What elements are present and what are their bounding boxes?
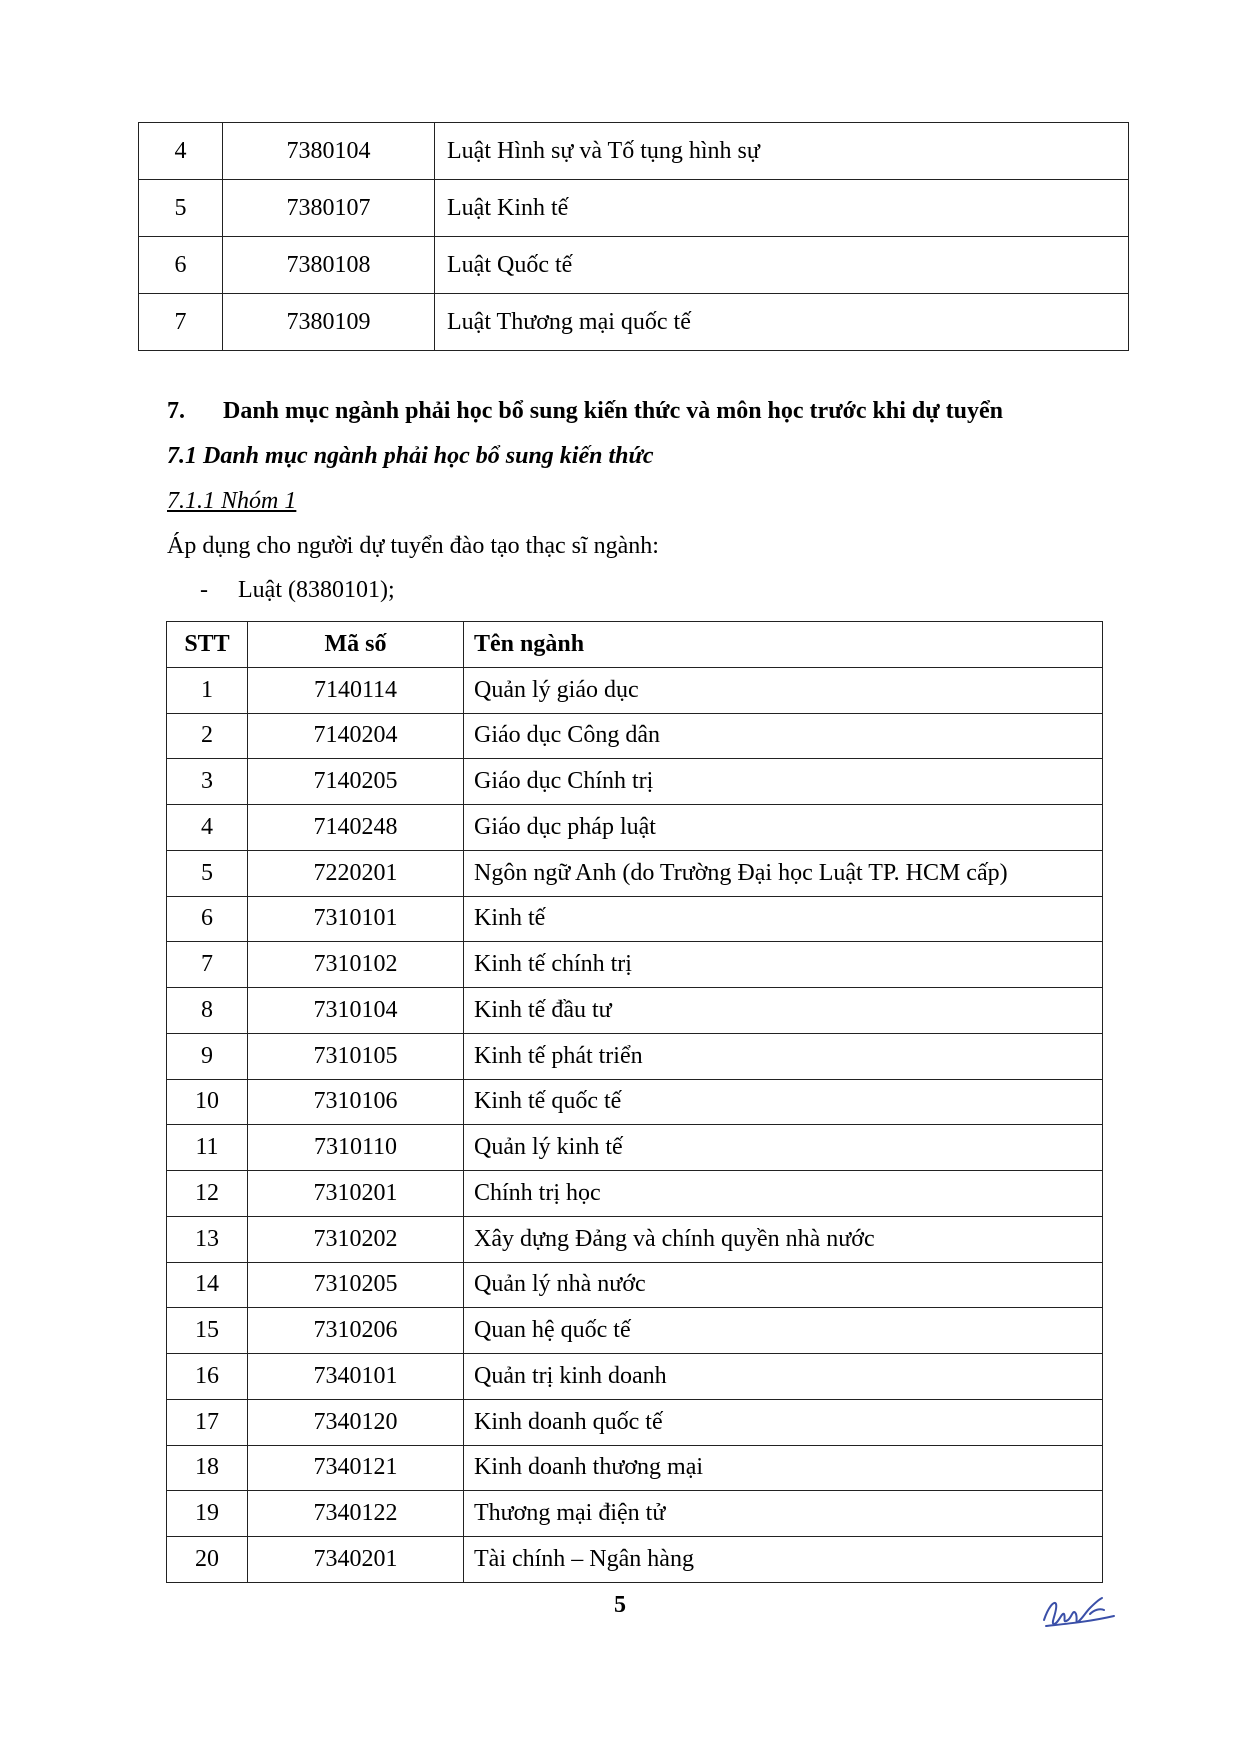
cell-stt: 7 — [139, 294, 223, 351]
cell-stt: 18 — [167, 1445, 248, 1491]
group-heading: 7.1.1 Nhóm 1 — [167, 488, 297, 514]
cell-name: Quản lý nhà nước — [464, 1262, 1103, 1308]
table-row — [139, 180, 1129, 237]
supplementary-majors-table — [166, 621, 1103, 1583]
cell-stt: 11 — [167, 1125, 248, 1171]
table-row — [167, 1216, 1103, 1262]
table-row — [167, 896, 1103, 942]
top-table-body — [139, 123, 1129, 351]
cell-code: 7310205 — [248, 1262, 464, 1308]
cell-stt: 6 — [167, 896, 248, 942]
cell-code: 7340120 — [248, 1399, 464, 1445]
cell-name: Kinh tế — [464, 896, 1103, 942]
cell-name: Quản trị kinh doanh — [464, 1354, 1103, 1400]
cell-stt: 16 — [167, 1354, 248, 1400]
table-row — [139, 237, 1129, 294]
cell-stt: 1 — [167, 667, 248, 713]
cell-name: Tài chính – Ngân hàng — [464, 1537, 1103, 1583]
cell-stt: 7 — [167, 942, 248, 988]
bullet-text: Luật (8380101); — [238, 577, 395, 603]
bullet-dash: - — [200, 577, 208, 603]
table-row — [139, 294, 1129, 351]
cell-name: Kinh tế quốc tế — [464, 1079, 1103, 1125]
table-row — [167, 1491, 1103, 1537]
table-row — [167, 1262, 1103, 1308]
cell-code: 7340101 — [248, 1354, 464, 1400]
main-table-body — [167, 667, 1103, 1582]
cell-code: 7140204 — [248, 713, 464, 759]
table-row — [167, 667, 1103, 713]
table-row — [167, 1079, 1103, 1125]
table-row — [167, 1445, 1103, 1491]
table-row — [167, 1354, 1103, 1400]
header-name: Tên ngành — [464, 622, 1103, 668]
cell-name: Luật Hình sự và Tố tụng hình sự — [435, 123, 1129, 180]
top-majors-table — [138, 122, 1129, 351]
cell-code: 7310206 — [248, 1308, 464, 1354]
cell-code: 7310101 — [248, 896, 464, 942]
cell-name: Luật Thương mại quốc tế — [435, 294, 1129, 351]
cell-stt: 6 — [139, 237, 223, 294]
cell-stt: 5 — [167, 850, 248, 896]
cell-code: 7310202 — [248, 1216, 464, 1262]
cell-name: Giáo dục Công dân — [464, 713, 1103, 759]
table-row — [167, 1537, 1103, 1583]
cell-code: 7140248 — [248, 805, 464, 851]
cell-code: 7310105 — [248, 1033, 464, 1079]
cell-name: Kinh tế phát triển — [464, 1033, 1103, 1079]
cell-stt: 14 — [167, 1262, 248, 1308]
cell-code: 7310102 — [248, 942, 464, 988]
cell-name: Giáo dục pháp luật — [464, 805, 1103, 851]
cell-code: 7310110 — [248, 1125, 464, 1171]
table-row — [167, 759, 1103, 805]
table-row — [167, 1308, 1103, 1354]
cell-stt: 9 — [167, 1033, 248, 1079]
cell-name: Chính trị học — [464, 1171, 1103, 1217]
cell-stt: 10 — [167, 1079, 248, 1125]
apply-paragraph: Áp dụng cho người dự tuyển đào tạo thạc sĩ ngành: — [167, 533, 659, 559]
section-heading — [167, 398, 1003, 425]
table-row — [167, 1399, 1103, 1445]
table-row — [167, 942, 1103, 988]
cell-code: 7310201 — [248, 1171, 464, 1217]
cell-stt: 2 — [167, 713, 248, 759]
cell-code: 7140114 — [248, 667, 464, 713]
cell-code: 7340122 — [248, 1491, 464, 1537]
cell-stt: 8 — [167, 988, 248, 1034]
cell-name: Luật Quốc tế — [435, 237, 1129, 294]
table-row — [167, 1033, 1103, 1079]
cell-code: 7340121 — [248, 1445, 464, 1491]
cell-code: 7380109 — [223, 294, 435, 351]
table-row — [167, 713, 1103, 759]
cell-stt: 12 — [167, 1171, 248, 1217]
signature-icon — [1040, 1590, 1118, 1632]
cell-code: 7340201 — [248, 1537, 464, 1583]
cell-name: Quản lý giáo dục — [464, 667, 1103, 713]
cell-code: 7380107 — [223, 180, 435, 237]
header-code: Mã số — [248, 622, 464, 668]
cell-name: Kinh tế chính trị — [464, 942, 1103, 988]
cell-name: Giáo dục Chính trị — [464, 759, 1103, 805]
cell-name: Xây dựng Đảng và chính quyền nhà nước — [464, 1216, 1103, 1262]
table-row — [167, 1171, 1103, 1217]
cell-stt: 3 — [167, 759, 248, 805]
cell-code: 7220201 — [248, 850, 464, 896]
table-header-row — [167, 622, 1103, 668]
cell-stt: 20 — [167, 1537, 248, 1583]
cell-stt: 17 — [167, 1399, 248, 1445]
cell-stt: 4 — [167, 805, 248, 851]
page-number: 5 — [614, 1592, 626, 1618]
cell-name: Kinh tế đầu tư — [464, 988, 1103, 1034]
cell-name: Kinh doanh quốc tế — [464, 1399, 1103, 1445]
subsection-heading: 7.1 Danh mục ngành phải học bổ sung kiến thức — [167, 443, 654, 469]
cell-name: Thương mại điện tử — [464, 1491, 1103, 1537]
cell-stt: 15 — [167, 1308, 248, 1354]
table-row — [167, 805, 1103, 851]
cell-name: Quan hệ quốc tế — [464, 1308, 1103, 1354]
cell-stt: 5 — [139, 180, 223, 237]
table-row — [139, 123, 1129, 180]
cell-name: Luật Kinh tế — [435, 180, 1129, 237]
cell-code: 7380108 — [223, 237, 435, 294]
cell-name: Ngôn ngữ Anh (do Trường Đại học Luật TP. HCM cấp) — [464, 850, 1103, 896]
header-stt: STT — [167, 622, 248, 668]
cell-stt: 19 — [167, 1491, 248, 1537]
bullet-item — [200, 577, 395, 604]
cell-stt: 13 — [167, 1216, 248, 1262]
section-number: 7. — [167, 398, 185, 424]
cell-code: 7380104 — [223, 123, 435, 180]
table-row — [167, 988, 1103, 1034]
table-header — [167, 622, 1103, 668]
table-row — [167, 850, 1103, 896]
cell-code: 7140205 — [248, 759, 464, 805]
cell-code: 7310104 — [248, 988, 464, 1034]
table-row — [167, 1125, 1103, 1171]
section-title: Danh mục ngành phải học bổ sung kiến thức và môn học trước khi dự tuyển — [223, 398, 1003, 424]
cell-stt: 4 — [139, 123, 223, 180]
cell-name: Quản lý kinh tế — [464, 1125, 1103, 1171]
cell-name: Kinh doanh thương mại — [464, 1445, 1103, 1491]
cell-code: 7310106 — [248, 1079, 464, 1125]
